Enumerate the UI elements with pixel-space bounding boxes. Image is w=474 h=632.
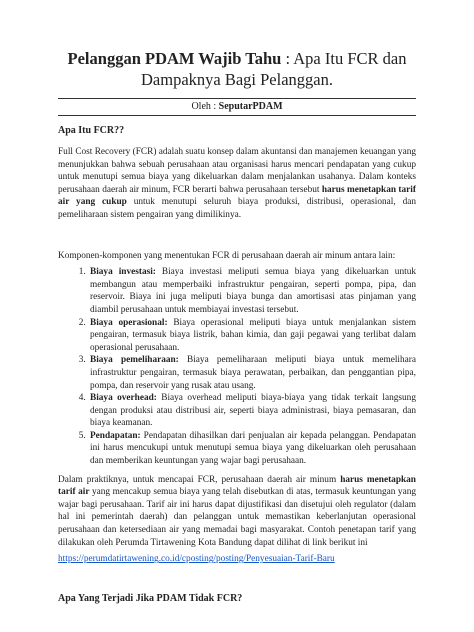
fcr-text-1: Full Cost Recovery (FCR) adalah suatu konsep dalam akuntansi dan manajemen keuangan yang menunjukkan bahwa sebuah perusahaan atau organisasi harus mencari pendapatan yang cukup untuk menutupi semua biaya yang dikeluarkan dalam menjalankan usahanya. Dalam konteks perusahaan daerah air minum, FCR berarti bahwa perusahaan tersebut [58,147,416,195]
byline [58,98,416,116]
list-item-term: Biaya overhead: [90,393,157,404]
components-intro: Komponen-komponen yang menentukan FCR di perusahaan daerah air minum antara lain: [58,250,396,261]
byline-author: SeputarPDAM [218,101,283,112]
list-item-term: Pendapatan: [90,430,141,441]
list-item [88,430,416,468]
byline-label: Oleh : [191,101,219,112]
practice-text-bold: harus menetapkan tarif air [58,474,416,498]
tariff-link[interactable]: https://perumdatirtawening.co.id/cposting/posting/Penyesuaian-Tarif-Baru [58,554,335,565]
fcr-text-bold: harus menetapkan tarif air yang cukup [58,184,416,208]
list-item-text: Biaya overhead meliputi biaya-biaya yang tidak terkait langsung dengan produksi atau distribusi air, seperti biaya administrasi, biaya pemasaran, dan biaya keamanan. [90,393,416,429]
practice-text-2: yang mencakup semua biaya yang telah disebutkan di atas, termasuk keuntungan yang wajar bagi perusahaan. Tarif air ini harus dapat dijustifikasi dan disetujui oleh regulator (dalam hal ini pemerintah daerah) dan pelanggan untuk memastikan keberlanjutan operasional perusahaan dan ketersediaan air yang memadai bagi masyarakat. Contoh penetapan tarif yang dilakukan oleh Perumda Tirtawening Kota Bandung dapat dilihat di link berikut ini [58,487,416,548]
list-item [88,317,416,355]
section-heading-what-is-fcr: Apa Itu FCR?? [58,125,125,136]
title-bold: Pelanggan PDAM Wajib Tahu [67,49,282,68]
list-item-term: Biaya investasi: [90,267,156,278]
list-item-term: Biaya operasional: [90,317,168,328]
list-item [88,266,416,316]
list-item-term: Biaya pemeliharaan: [90,355,179,366]
document-title [58,48,416,90]
practice-paragraph [58,474,416,550]
section-heading-not-fcr: Apa Yang Terjadi Jika PDAM Tidak FCR? [58,592,243,604]
title-rest: : Apa Itu FCR dan Dampaknya Bagi Pelanggan. [141,49,407,89]
practice-text-1: Dalam praktiknya, untuk mencapai FCR, perusahaan daerah air minum [58,474,341,485]
list-item-text: Biaya investasi meliputi semua biaya yang dikeluarkan untuk membangun atau memperbaiki infrastruktur pengairan, seperti pompa, pipa, dan reservoir. Biaya ini juga meliputi biaya bunga dan amortisasi atas pinjaman yang diambil perusahaan untuk membiayai investasi tersebut. [90,267,416,315]
list-item [88,354,416,392]
list-item-text: Pendapatan dihasilkan dari penjualan air kepada pelanggan. Pendapatan ini harus mencukupi untuk menutupi semua biaya yang dikeluarkan oleh perusahaan dan memberikan keuntungan yang wajar bagi perusahaan. [90,430,416,467]
fcr-text-2: untuk menutupi seluruh biaya produksi, distribusi, operasional, dan pemeliharaan sistem pengairan yang dimilikinya. [58,197,416,220]
fcr-definition-paragraph [58,146,416,222]
list-item [88,392,416,430]
list-item-text: Biaya operasional meliputi biaya untuk menjalankan sistem pengairan, termasuk biaya listrik, bahan kimia, dan gaji pegawai yang terlibat dalam operasional perusahaan. [90,317,416,353]
components-list [58,266,416,468]
list-item-text: Biaya pemeliharaan meliputi biaya untuk memelihara infrastruktur pengairan, termasuk biaya perawatan, perbaikan, dan penggantian pipa, pompa, dan reservoir yang rusak atau usang. [90,355,416,391]
